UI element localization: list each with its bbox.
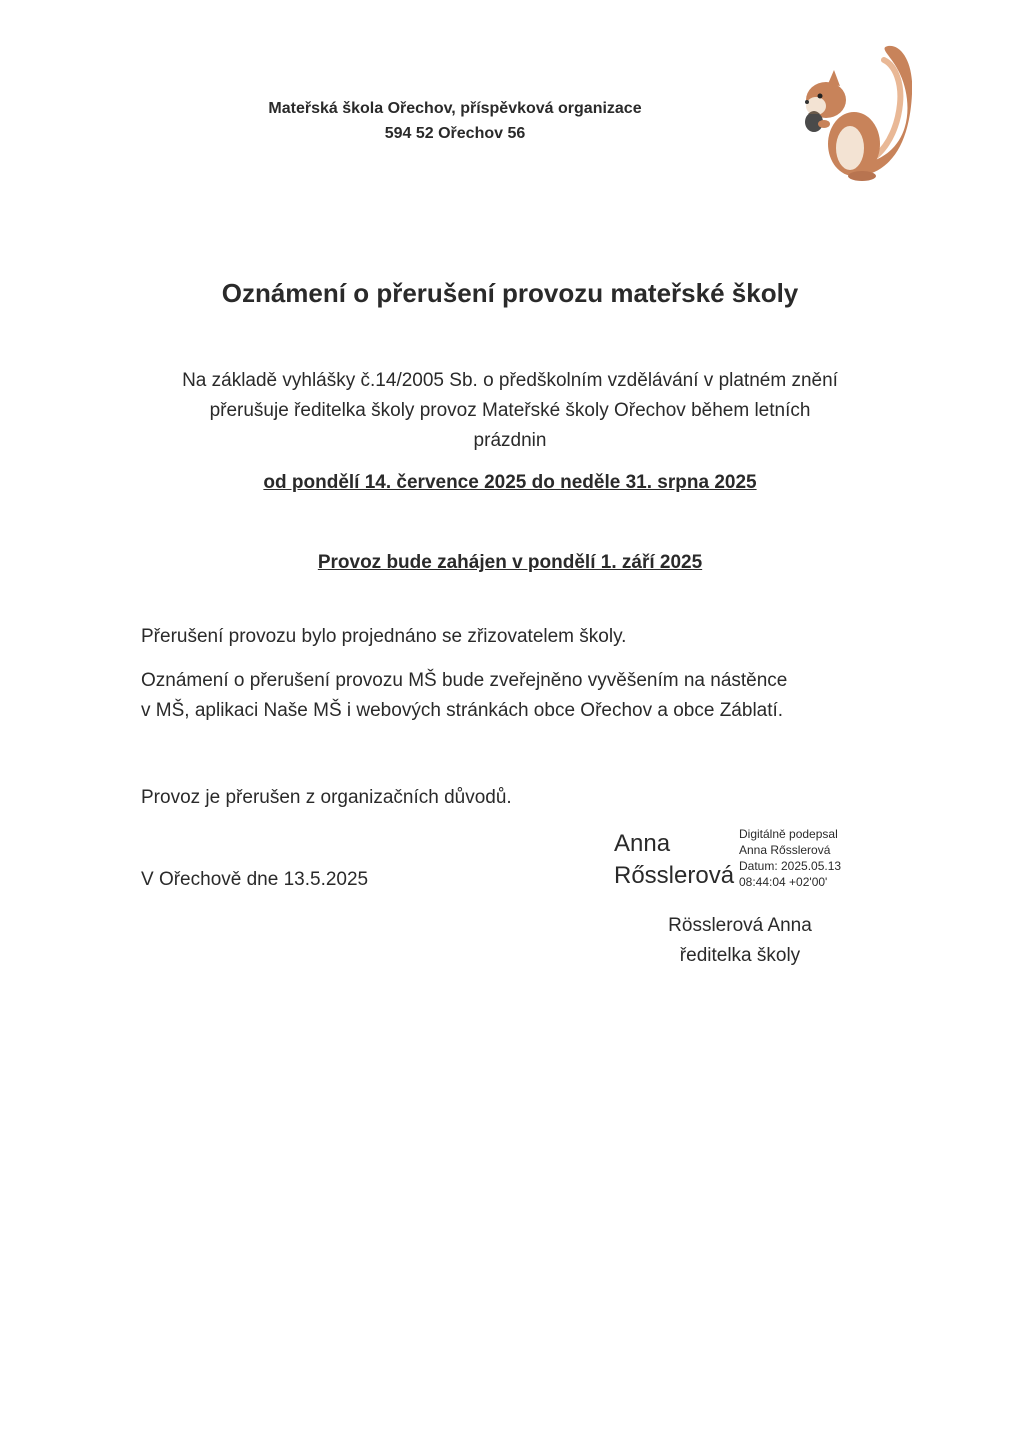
- signer-role: ředitelka školy: [679, 945, 801, 966]
- intro-line: prázdnin: [473, 430, 547, 451]
- reason-paragraph: Provoz je přerušen z organizačních důvodů.: [141, 787, 512, 808]
- restart-date: Provoz bude zahájen v pondělí 1. září 2025: [317, 552, 703, 573]
- document-title: Oznámení o přerušení provozu mateřské školy: [221, 278, 799, 308]
- approval-paragraph: Přerušení provozu bylo projednáno se zřizovatelem školy.: [141, 626, 627, 647]
- squirrel-icon: [792, 44, 912, 184]
- signature-detail-line: 08:44:04 +02'00': [739, 875, 828, 889]
- publication-paragraph: [141, 666, 881, 726]
- signature-last-name: Rősslerová: [614, 862, 735, 889]
- digital-signature-details: [739, 826, 841, 890]
- school-address: 594 52 Ořechov 56: [384, 125, 526, 142]
- school-name: Mateřská škola Ořechov, příspěvková organizace: [268, 100, 642, 117]
- intro-line: Na základě vyhlášky č.14/2005 Sb. o předškolním vzdělávání v platném znění: [182, 370, 838, 391]
- signature-first-name: Anna: [614, 830, 671, 857]
- closure-period: od pondělí 14. července 2025 do neděle 31. srpna 2025: [263, 472, 757, 493]
- publication-line: Oznámení o přerušení provozu MŠ bude zveřejněno vyvěšením na nástěnce: [141, 670, 788, 691]
- signature-detail-line: Anna Rősslerová: [739, 843, 831, 857]
- signer-block: [590, 911, 890, 971]
- signature-detail-line: Digitálně podepsal: [739, 827, 838, 841]
- publication-line: v MŠ, aplikaci Naše MŠ i webových stránkách obce Ořechov a obce Záblatí.: [141, 700, 784, 721]
- intro-paragraph: [130, 366, 890, 456]
- intro-line: přerušuje ředitelka školy provoz Mateřské školy Ořechov během letních: [209, 400, 811, 421]
- signer-name: Rösslerová Anna: [668, 915, 812, 936]
- place-and-date: V Ořechově dne 13.5.2025: [141, 869, 369, 890]
- school-header: [200, 96, 710, 146]
- digital-signature-name: [614, 828, 734, 892]
- signature-detail-line: Datum: 2025.05.13: [739, 859, 842, 873]
